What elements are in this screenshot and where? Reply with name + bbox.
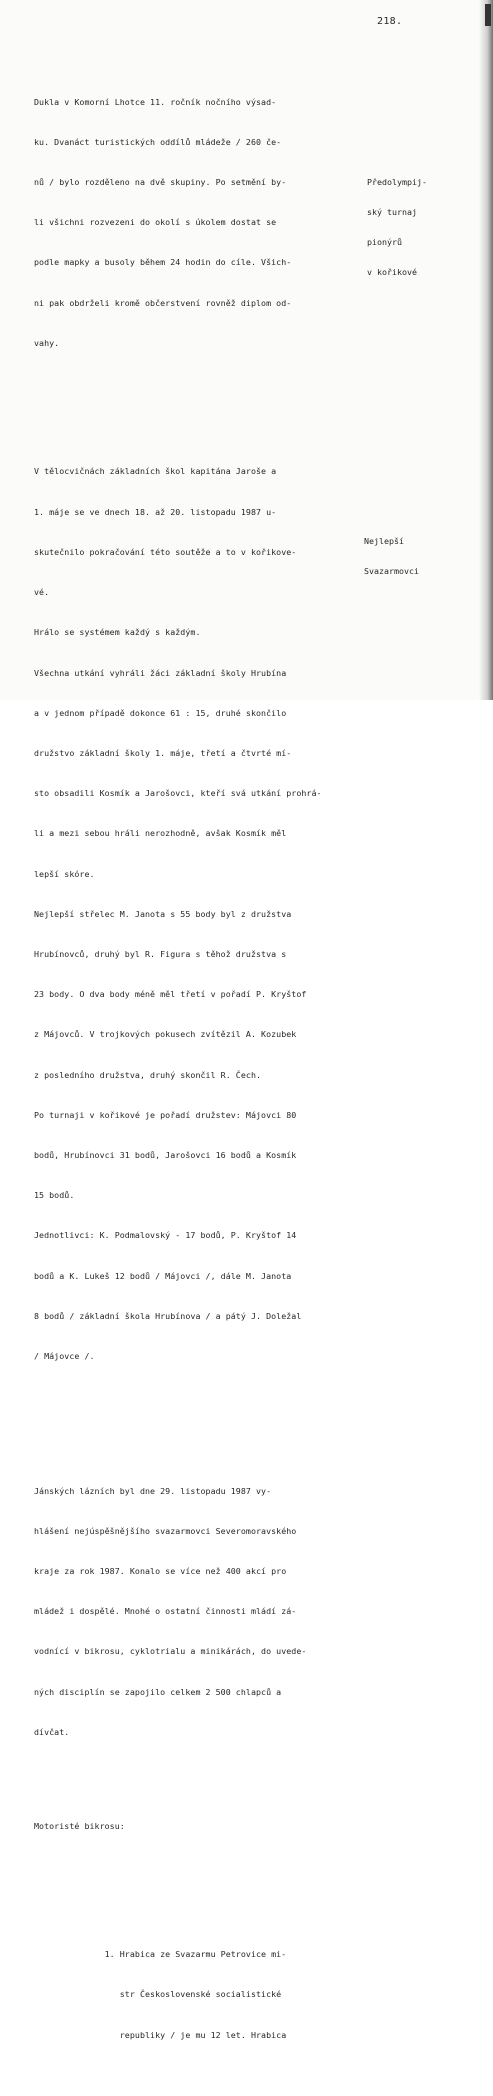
page-number: 218. — [377, 16, 403, 27]
text-line: Nejlepší střelec M. Janota s 55 body byl z družstva — [34, 908, 292, 919]
text-line: / Májovce /. — [34, 1350, 95, 1361]
text-line: dívčat. — [34, 1726, 70, 1737]
margin-note-line: v kořikové — [367, 267, 417, 277]
text-line: str Československé socialistické — [34, 1989, 282, 2000]
text-line: Dukla v Komorní Lhotce 11. ročník nočního výsad- — [34, 96, 277, 107]
margin-note-line: pionýrů — [367, 237, 402, 247]
text-line: Hrálo se systémem každý s každým. — [34, 627, 201, 638]
text-line: mládež i dospělé. Mnohé o ostatní činnosti mládí zá- — [34, 1606, 297, 1617]
margin-note-line: Předolympij- — [367, 177, 427, 187]
text-line: ku. Dvanáct turistických oddílů mládeže / 260 če- — [34, 136, 282, 147]
margin-note-svazarmovci — [364, 516, 419, 596]
text-line: sto obsadili Kosmík a Jarošovci, kteří svá utkání prohrá- — [34, 788, 322, 799]
paragraph-motoriste-heading — [34, 1793, 362, 1860]
text-line: vodnící v bikrosu, cyklotrialu a minikárách, do uvede- — [34, 1646, 307, 1657]
text-line: z Májovců. V trojkových pokusech zvítězil A. Kozubek — [34, 1029, 297, 1040]
text-line: bodů, Hrubínovci 31 bodů, Jarošovci 16 bodů a Kosmík — [34, 1149, 297, 1160]
text-line: a v jednom případě dokonce 61 : 15, druhé skončilo — [34, 707, 287, 718]
paragraph-motoriste-list — [34, 1921, 362, 2068]
paragraph-korikova-turnaj — [34, 439, 362, 1390]
text-line: ni pak obdrželi kromě občerstvení rovněž diplom od- — [34, 297, 292, 308]
text-line: Po turnaji v kořikové je pořadí družstev: Májovci 80 — [34, 1109, 297, 1120]
text-line: z posledního družstva, druhý skončil R. Čech. — [34, 1069, 262, 1080]
body-text — [34, 42, 362, 2096]
text-line: vé. — [34, 587, 50, 598]
text-line: skutečnilo pokračování této soutěže a to v kořikove- — [34, 546, 297, 557]
text-line: bodů a K. Lukeš 12 bodů / Májovci /, dále M. Janota — [34, 1270, 292, 1281]
text-line: družstvo základní školy 1. máje, třetí a čtvrté mí- — [34, 747, 292, 758]
margin-note-line: Svazarmovci — [364, 566, 419, 576]
text-line: li všichni rozvezeni do okolí s úkolem dostat se — [34, 217, 277, 228]
text-line: 1. máje se ve dnech 18. až 20. listopadu 1987 u- — [34, 506, 277, 517]
text-line: podle mapky a busoly během 24 hodin do cíle. Všich- — [34, 257, 292, 268]
text-line: Motoristé bikrosu: — [34, 1820, 125, 1831]
text-line: Jednotlivci: K. Podmalovský - 17 bodů, P. Kryštof 14 — [34, 1230, 297, 1241]
scan-edge-mark — [485, 4, 491, 26]
text-line: Všechna utkání vyhráli žáci základní školy Hrubína — [34, 667, 287, 678]
text-line: V tělocvičnách základních škol kapitána Jaroše a — [34, 466, 277, 477]
text-line: 1. Hrabica ze Svazarmu Petrovice mi- — [34, 1949, 287, 1960]
text-line: nů / bylo rozděleno na dvě skupiny. Po setmění by- — [34, 177, 287, 188]
margin-note-line: Nejlepší — [364, 536, 404, 546]
margin-note-korikova — [367, 157, 427, 297]
text-line: 8 bodů / základní škola Hrubínova / a pátý J. Doležal — [34, 1310, 302, 1321]
text-line: Jánských lázních byl dne 29. listopadu 1987 vy- — [34, 1485, 272, 1496]
margin-note-line: ský turnaj — [367, 207, 417, 217]
paragraph-nocni-vysadek — [34, 69, 362, 377]
text-line: hlášení nejúspěšnějšího svazarmovci Severomoravského — [34, 1525, 297, 1536]
text-line: vahy. — [34, 337, 60, 348]
text-line: kraje za rok 1987. Konalo se více než 400 akcí pro — [34, 1566, 287, 1576]
text-line: ných disciplín se zapojilo celkem 2 500 chlapců a — [34, 1686, 282, 1697]
scan-edge-shadow — [479, 0, 493, 700]
text-line: lepší skóre. — [34, 868, 95, 879]
text-line: li a mezi sebou hráli nerozhodně, avšak Kosmík měl — [34, 828, 287, 839]
text-line: Hrubínovců, druhý byl R. Figura s těhož družstva s — [34, 948, 287, 959]
paragraph-nejlepsi-svazarmovci — [34, 1458, 362, 1766]
text-line: 23 body. O dva body méně měl třetí v pořadí P. Kryštof — [34, 989, 307, 1000]
text-line: republiky / je mu 12 let. Hrabica — [34, 2029, 287, 2040]
text-line: 15 bodů. — [34, 1190, 75, 1201]
